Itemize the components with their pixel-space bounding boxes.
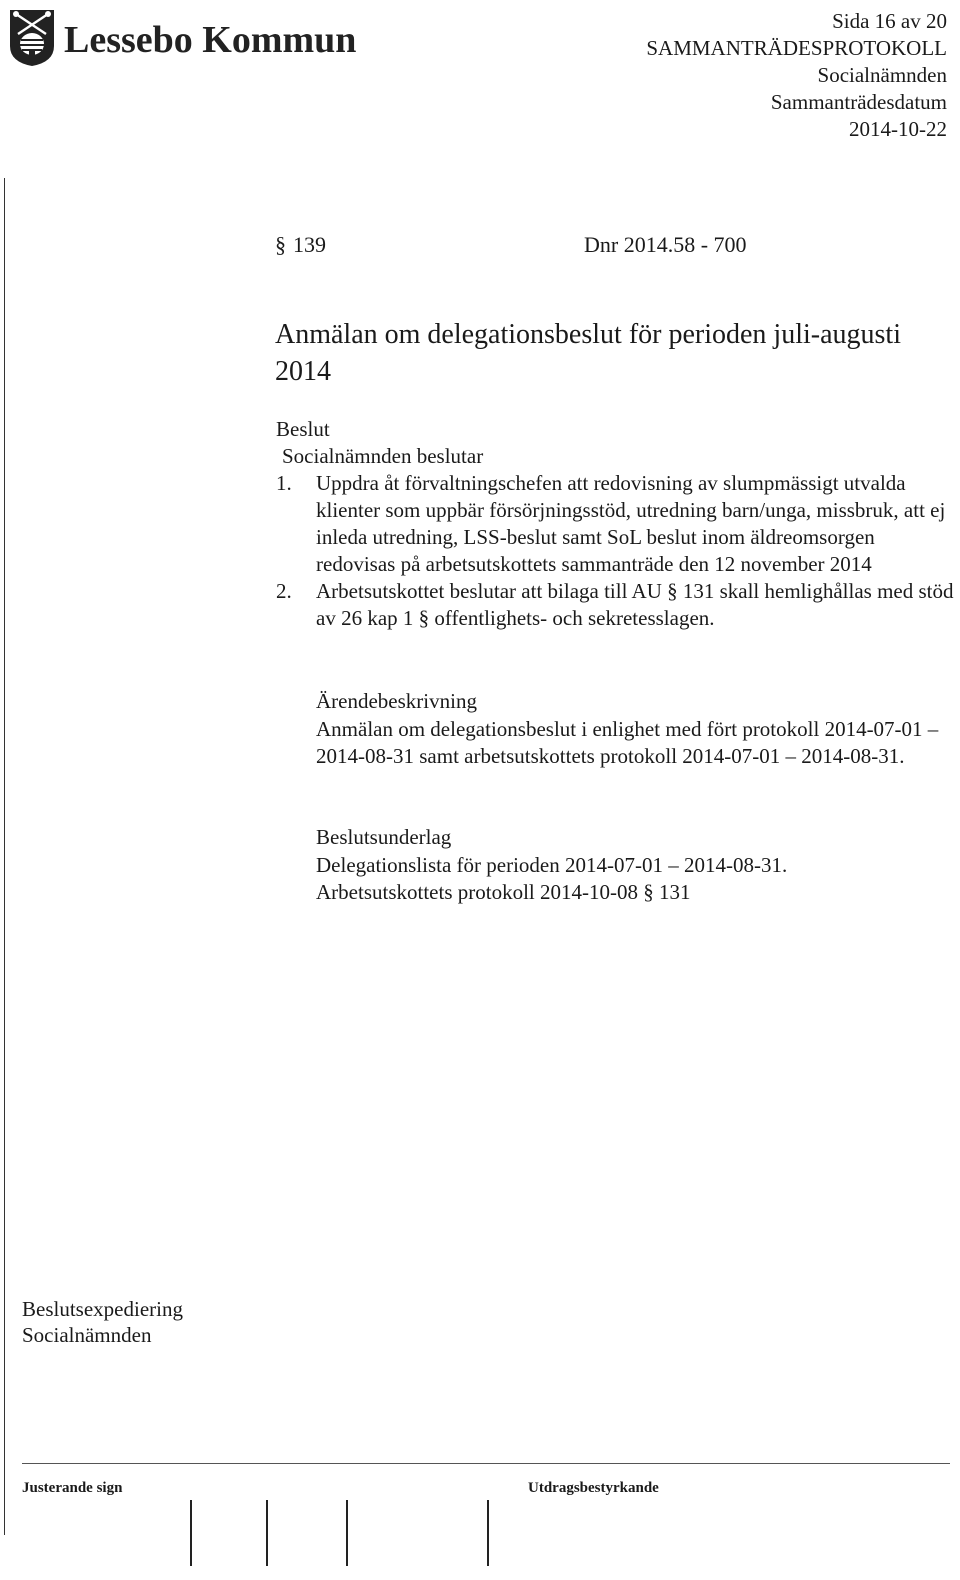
- signature-box-divider: [266, 1500, 268, 1566]
- page-number: Sida 16 av 20: [832, 9, 947, 33]
- basis-line-2: Arbetsutskottets protokoll 2014-10-08 § 131: [316, 880, 691, 904]
- description-heading: Ärendebeskrivning: [316, 689, 477, 713]
- meeting-date: 2014-10-22: [849, 117, 947, 141]
- decision-list: [276, 470, 956, 632]
- description-text: Anmälan om delegationsbeslut i enlighet med fört protokoll 2014-07-01 – 2014-08-31 samt arbetsutskottets protokoll 2014-07-01 – 2014-08-31.: [316, 717, 939, 768]
- signature-box-divider: [346, 1500, 348, 1566]
- municipality-logo: [6, 6, 366, 68]
- section-sign-icon: §: [418, 606, 430, 630]
- basis-heading: Beslutsunderlag: [316, 825, 452, 849]
- signature-box-divider: [487, 1500, 489, 1566]
- section-number: § 139: [275, 232, 326, 257]
- decision-intro: Socialnämnden beslutar: [282, 444, 484, 468]
- meeting-date-label: Sammanträdesdatum: [770, 90, 947, 114]
- section-sign-icon: §: [667, 579, 678, 603]
- document-type: SAMMANTRÄDESPROTOKOLL: [646, 36, 947, 60]
- document-header: [646, 8, 947, 143]
- expedition-recipient: Socialnämnden: [22, 1323, 152, 1347]
- signature-box-divider: [190, 1500, 192, 1566]
- basis-line-1: Delegationslista för perioden 2014-07-01 – 2014-08-31.: [316, 853, 788, 877]
- margin-rule: [4, 178, 5, 1535]
- section-sign-icon: §: [275, 232, 286, 257]
- expedition-heading: Beslutsexpediering: [22, 1297, 183, 1321]
- section-sign-icon: §: [643, 880, 654, 904]
- section-title: Anmälan om delegationsbeslut för perioden juli-augusti 2014: [275, 319, 901, 387]
- extract-certification-label: Utdragsbestyrkande: [528, 1480, 659, 1496]
- board-name: Socialnämnden: [817, 63, 947, 87]
- case-number: Dnr 2014.58 - 700: [584, 232, 747, 257]
- decision-heading: Beslut: [276, 417, 330, 441]
- municipality-name: Lessebo Kommun: [64, 19, 357, 61]
- expedition-block: [22, 1296, 183, 1348]
- decision-item: 2. Arbetsutskottet beslutar att bilaga till AU § 131 skall hemlighållas med stöd av 26 kap 1 § offentlighets- och sekretesslagen.: [276, 579, 954, 630]
- decision-item: 1. Uppdra åt förvaltningschefen att redovisning av slumpmässigt utvalda klienter som uppbär försörjningsstöd, utredning barn/unga, missbruk, att ej inleda utredning, LSS-beslut samt SoL beslut inom äldreomsorgen redovisas på arbetsutskottets sammanträde den 12 november 2014: [276, 471, 946, 576]
- footer-divider: [22, 1463, 950, 1464]
- signature-label: Justerande sign: [22, 1480, 123, 1496]
